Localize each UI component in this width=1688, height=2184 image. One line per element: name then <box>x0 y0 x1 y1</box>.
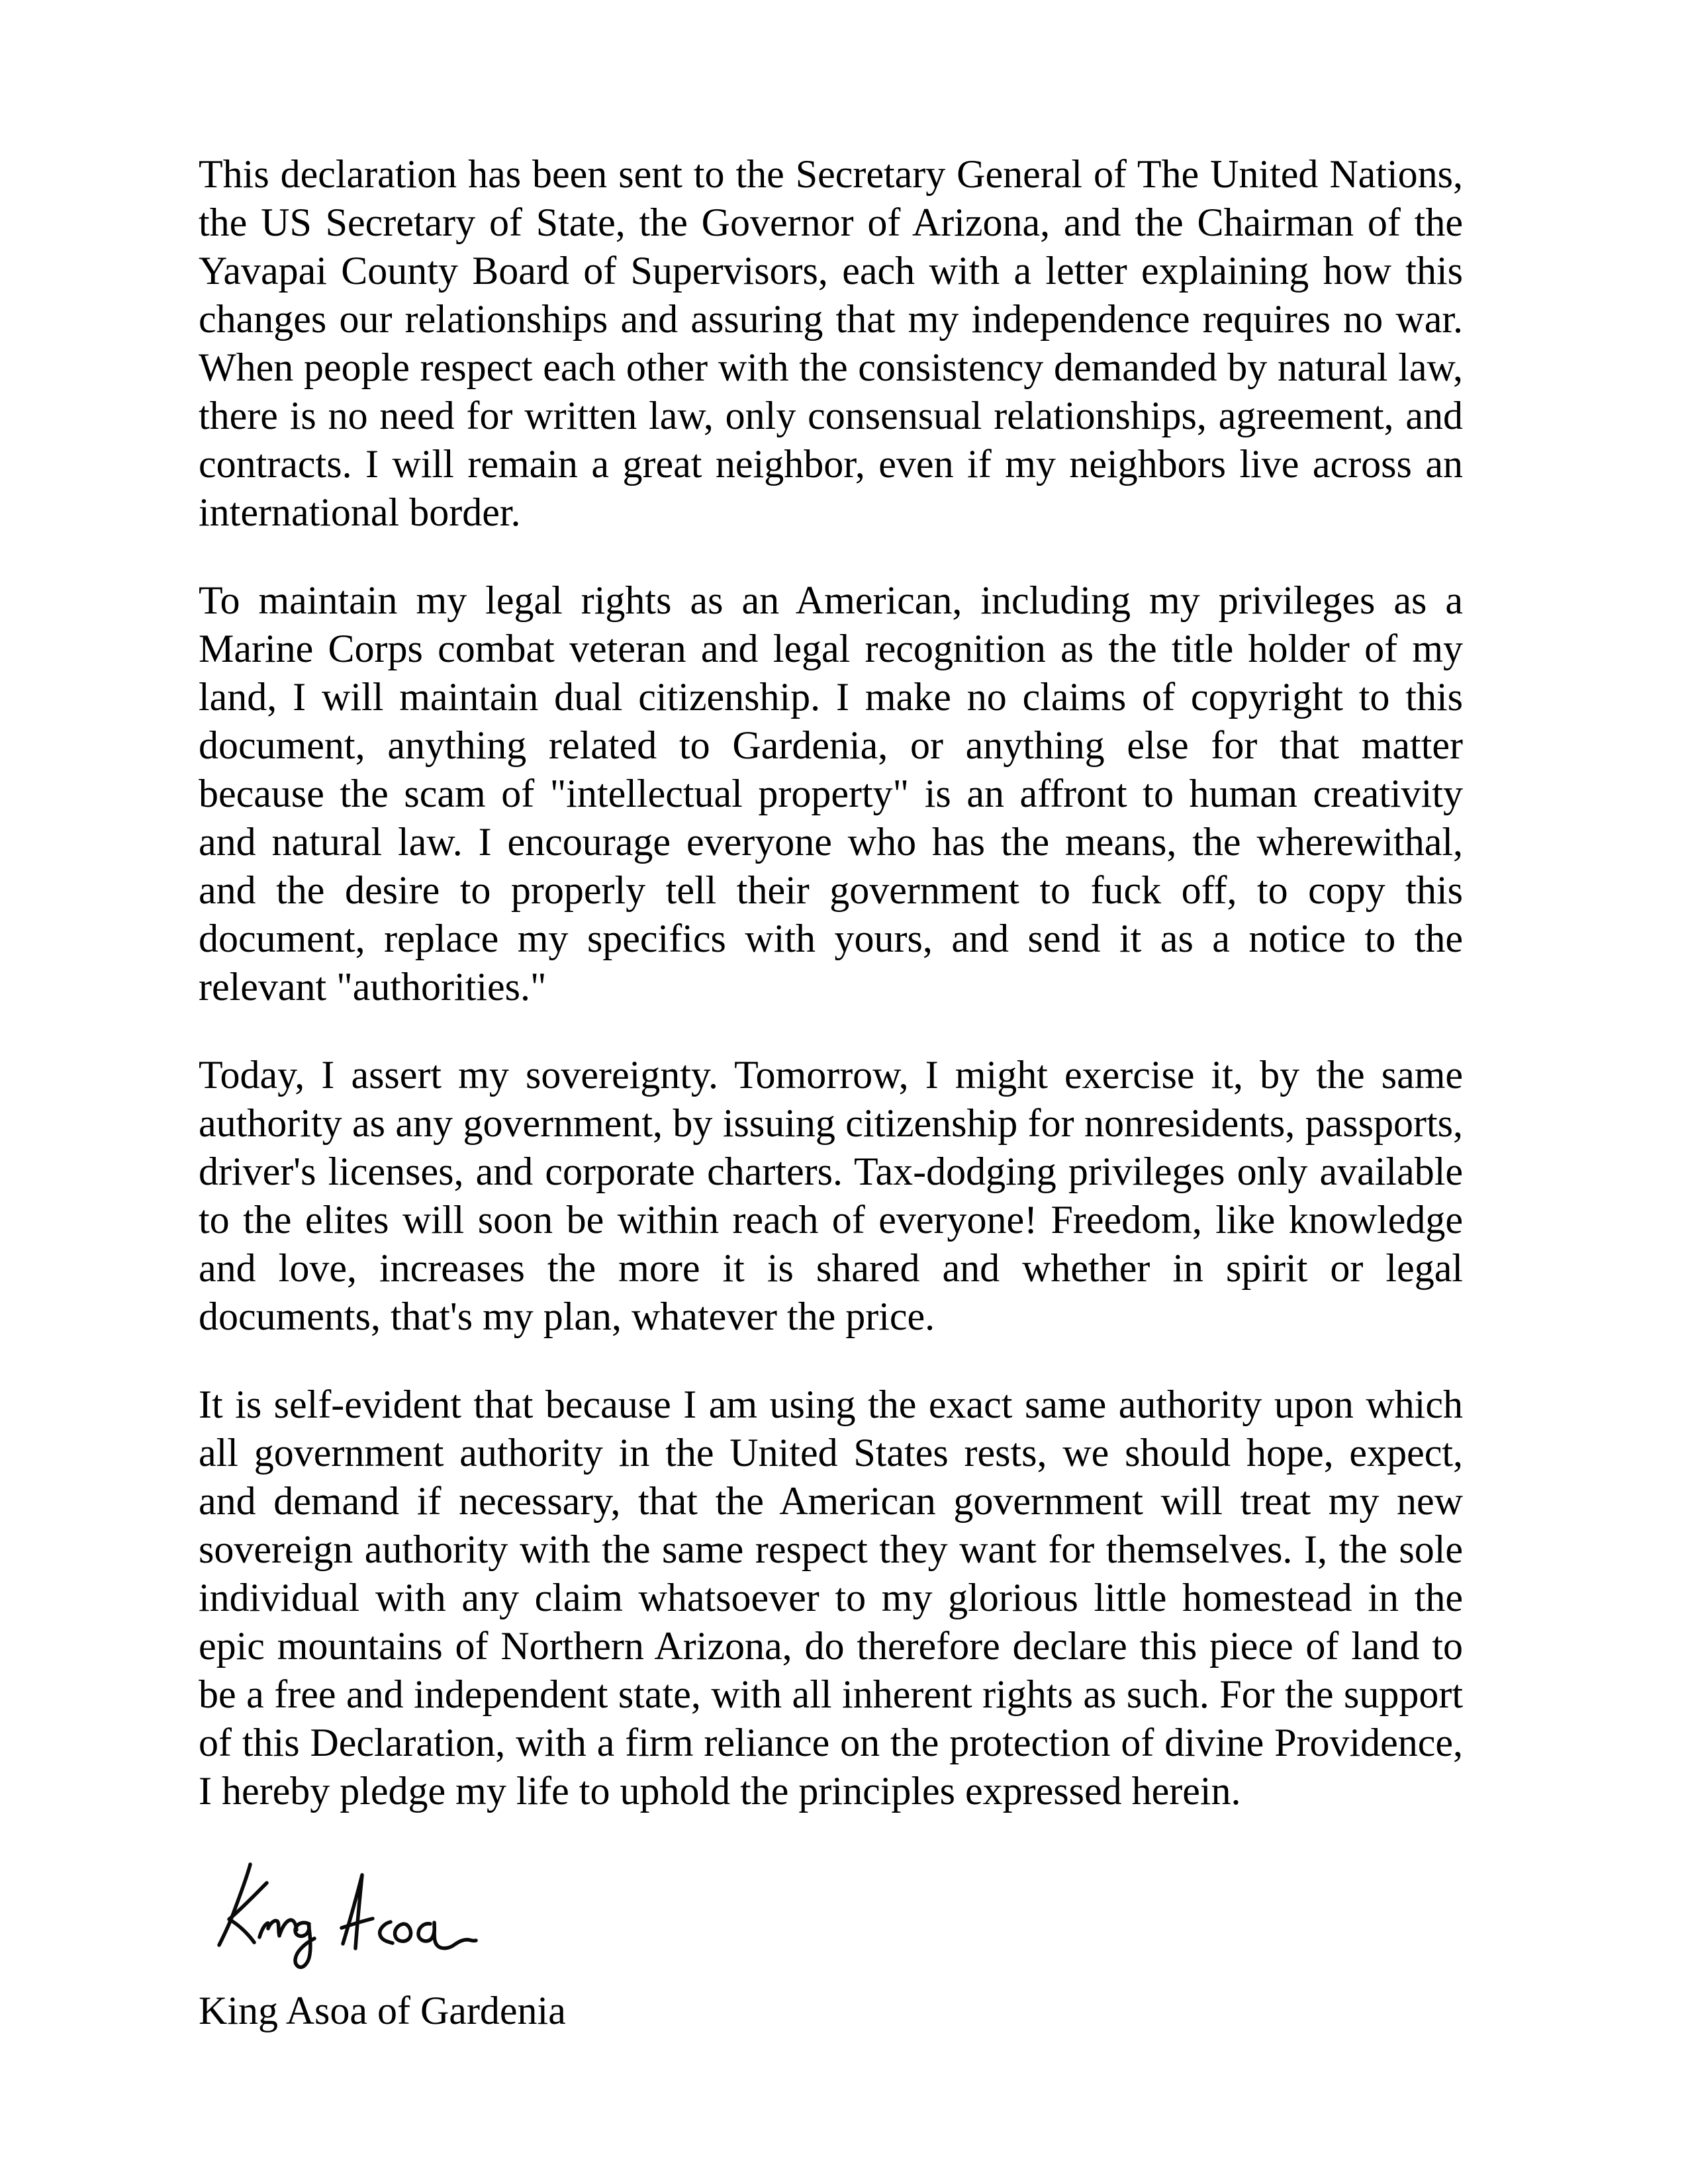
paragraph: This declaration has been sent to the Secretary General of The United Nations, the US Secretary of State, the Governor of Arizona, and the Chairman of the Yavapai County Board of Supervisors, each with a letter explaining how this changes our relationships and assuring that my independence requires no war. When people respect each other with the consistency demanded by natural law, there is no need for written law, only consensual relationships, agreement, and contracts. I will remain a great neighbor, even if my neighbors live across an international border. <box>199 152 1463 534</box>
paragraph: Today, I assert my sovereignty. Tomorrow, I might exercise it, by the same authority as any government, by issuing citizenship for nonresidents, passports, driver's licenses, and corporate charters. Tax-dodging privileges only available to the elites will soon be within reach of everyone! Freedom, like knowledge and love, increases the more it is shared and whether in spirit or legal documents, that's my plan, whatever the price. <box>199 1053 1463 1338</box>
paragraph: To maintain my legal rights as an American, including my privileges as a Marine Corps combat veteran and legal recognition as the title holder of my land, I will maintain dual citizenship. I make no claims of copyright to this document, anything related to Gardenia, or anything else for that matter because the scam of "intellectual property" is an affront to human creativity and natural law. I encourage everyone who has the means, the wherewithal, and the desire to properly tell their government to fuck off, to copy this document, replace my specifics with yours, and send it as a notice to the relevant "authorities." <box>199 578 1463 1009</box>
paragraph: It is self-evident that because I am using the exact same authority upon which all government authority in the United States rests, we should hope, expect, and demand if necessary, that the American government will treat my new sovereign authority with the same respect they want for themselves. I, the sole individual with any claim whatsoever to my glorious little homestead in the epic mountains of Northern Arizona, do therefore declare this piece of land to be a free and independent state, with all inherent rights as such. For the support of this Declaration, with a firm reliance on the protection of divine Providence, I hereby pledge my life to uphold the principles expressed herein. <box>199 1383 1463 1813</box>
signer-name: King Asoa of Gardenia <box>199 1989 566 2032</box>
handwritten-signature-icon <box>201 1855 572 1974</box>
letter-body <box>199 150 1463 1815</box>
signature-block <box>199 1855 1463 2035</box>
